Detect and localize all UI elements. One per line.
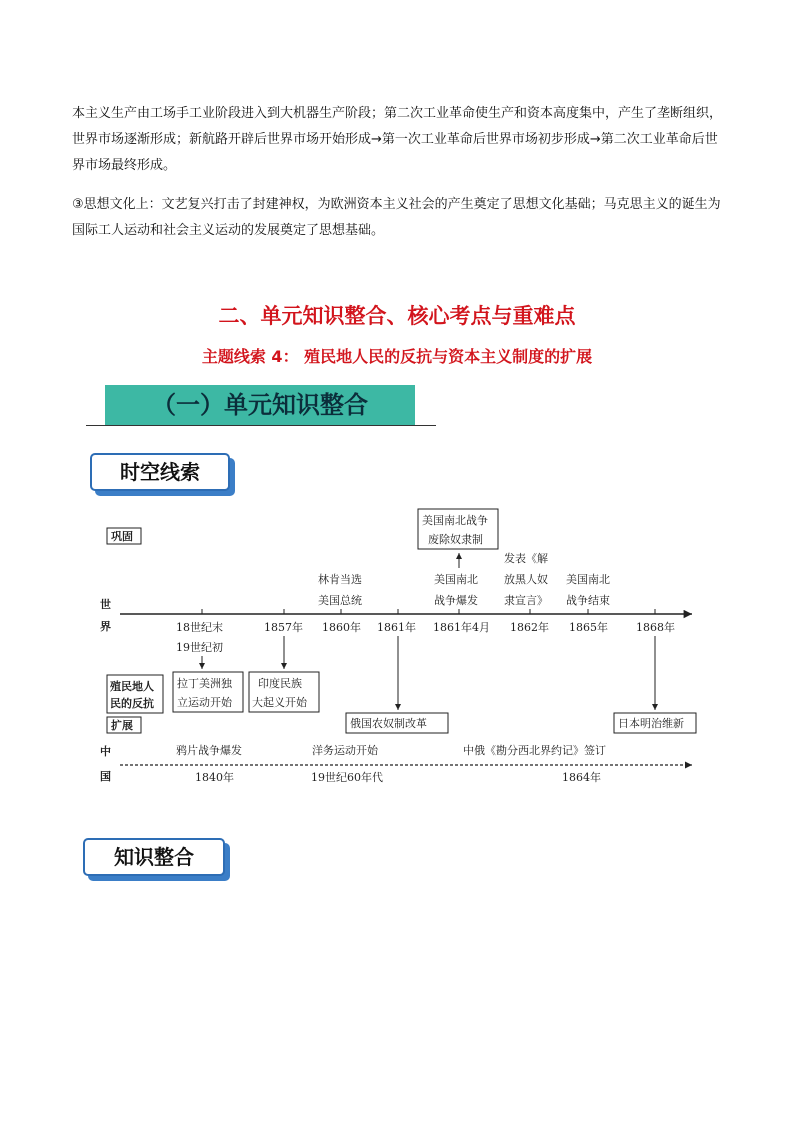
- label-china-1: 中: [100, 745, 111, 758]
- intro-paragraph: 本主义生产由工场手工业阶段进入到大机器生产阶段；第二次工业革命使生产和资本高度集中，产生了垄断组织，世界市场逐渐形成；新航路开辟后世界市场开始形成→第一次工业革命后世界市场初步形成→第二次工业革命后世界市场最终形成。: [72, 106, 723, 173]
- china-tick-label: 1864年: [562, 771, 601, 784]
- timeline-tag: 时空线索: [90, 453, 230, 491]
- box-abolish-slavery-1: 美国南北战争: [422, 514, 488, 527]
- world-tick-marks: [202, 609, 655, 614]
- culture-paragraph: ③思想文化上：文艺复兴打击了封建神权，为欧洲资本主义社会的产生奠定了思想文化基础；马克思主义的诞生为国际工人运动和社会主义运动的发展奠定了思想基础。: [72, 197, 721, 238]
- world-tick-label: 1865年: [569, 621, 608, 634]
- label-expand: 扩展: [111, 719, 133, 732]
- event-emancipation-3: 隶宣言》: [504, 594, 548, 607]
- china-event: 中俄《勘分西北界约记》签订: [463, 744, 606, 757]
- event-lincoln-1: 林肯当选: [318, 573, 362, 586]
- event-war-start-1: 美国南北: [434, 573, 478, 586]
- label-consolidate: 巩固: [111, 530, 133, 543]
- event-war-end-2: 战争结束: [566, 594, 610, 607]
- knowledge-tag: 知识整合: [83, 838, 225, 876]
- world-tick-label: 1861年4月: [433, 621, 490, 634]
- box-latin-america-2: 立运动开始: [177, 696, 232, 709]
- china-tick-label: 1840年: [195, 771, 234, 784]
- section-banner-title: （一）单元知识整合: [152, 391, 368, 419]
- event-lincoln-2: 美国总统: [318, 594, 362, 607]
- box-abolish-slavery-2: 废除奴隶制: [428, 533, 483, 546]
- world-tick-label: 18世纪末: [176, 621, 223, 634]
- box-india-1: 印度民族: [258, 677, 302, 690]
- main-heading: 二、单元知识整合、核心考点与重难点: [218, 304, 576, 328]
- sub-heading: 主题线索 4： 殖民地人民的反抗与资本主义制度的扩展: [201, 347, 593, 366]
- world-tick-label: 1857年: [264, 621, 303, 634]
- label-world-2: 界: [100, 620, 111, 633]
- label-world-1: 世: [100, 598, 111, 611]
- china-event: 鸦片战争爆发: [176, 744, 242, 757]
- label-resist-line2: 民的反抗: [110, 697, 154, 710]
- label-resist-line1: 殖民地人: [110, 680, 154, 693]
- box-russia-text: 俄国农奴制改革: [350, 717, 427, 730]
- event-war-start-2: 战争爆发: [434, 594, 478, 607]
- china-event: 洋务运动开始: [312, 744, 378, 757]
- world-tick-label: 1868年: [636, 621, 675, 634]
- box-meiji-text: 日本明治维新: [618, 717, 684, 730]
- world-tick-label: 1861年: [377, 621, 416, 634]
- event-emancipation-1: 发表《解: [504, 552, 548, 565]
- event-war-end-1: 美国南北: [566, 573, 610, 586]
- label-china-2: 国: [100, 770, 111, 783]
- world-tick-label: 1862年: [510, 621, 549, 634]
- world-tick-label: 1860年: [322, 621, 361, 634]
- box-latin-america-1: 拉丁美洲独: [177, 677, 232, 690]
- world-tick-label: 19世纪初: [176, 641, 223, 654]
- box-india-2: 大起义开始: [252, 696, 307, 709]
- event-emancipation-2: 放黑人奴: [504, 573, 548, 586]
- china-tick-label: 19世纪60年代: [311, 771, 383, 784]
